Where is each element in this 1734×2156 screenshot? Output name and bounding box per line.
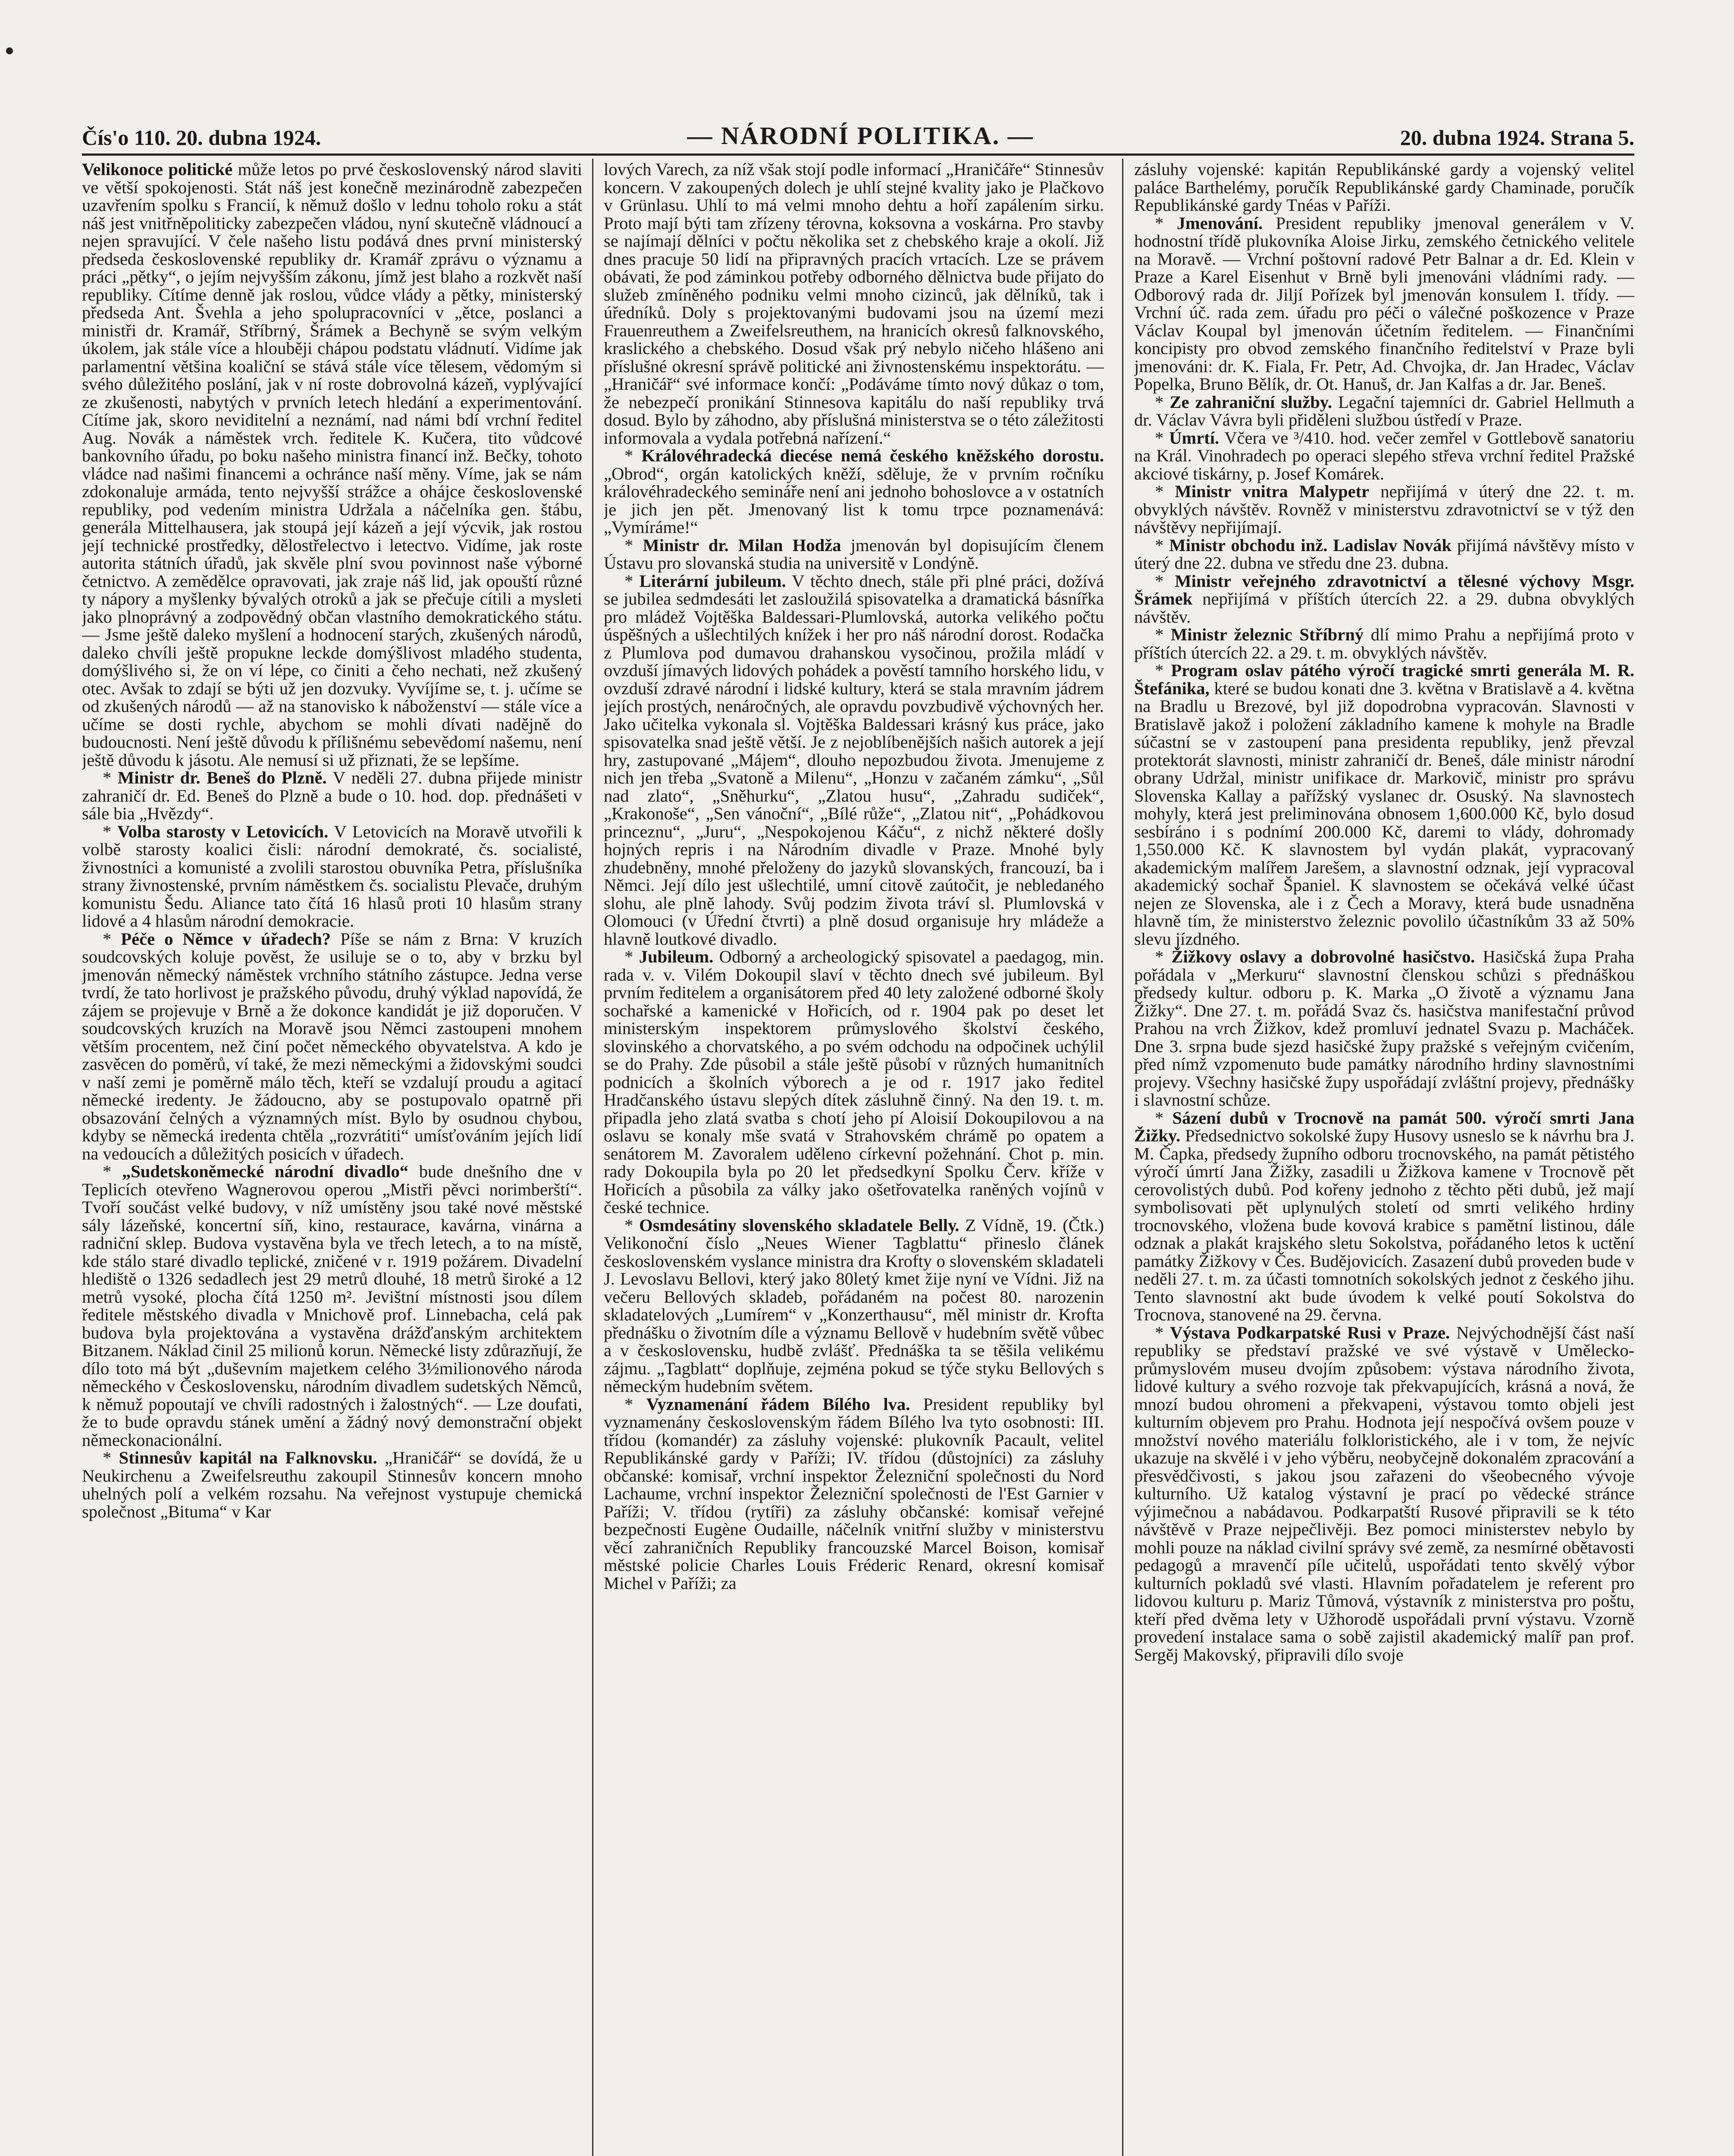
article bbox=[604, 447, 1104, 536]
article bbox=[82, 160, 582, 769]
article-heading: Stinnesův kapitál na Falknovsku. bbox=[119, 1448, 377, 1467]
article bbox=[1134, 160, 1634, 214]
article-bullet: * bbox=[1155, 571, 1175, 591]
article-text: nepřijímá v úterý dne 22. t. m. obvyklých návštěv. Rovněž v ministerstvu zdravotnictví se v týž den návštěvy nepřijímají. bbox=[1134, 482, 1634, 537]
article-heading: Žižkovy oslavy a dobrovolné hasičstvo. bbox=[1171, 947, 1475, 966]
article bbox=[604, 160, 1104, 447]
article-text: lových Varech, za níž však stojí podle informací „Hraničáře“ Stinnesův koncern. V zakoupených dolech je uhlí stejné kvality jako je Plačkovo v Grünlasu. Uhlí to má velmi mnoho dehtu a hoří zapálením sirku. Proto mají býti tam zřízeny térovna, koksovna a voskárna. Pro stavby se najímají dělníci v počtu několika set z chebského kraje a okolí. Již dnes pracuje 50 lidí na připravných pracích vrtacích. Lze se právem obávati, že pod záminkou potřeby odborného dělnictva bude přijato do služeb zmíněného podniku velmi mnoho cizinců, jak dělníků, tak i úředníků. Doly s projektovanými budovami jsou na území mezi Frauenreuthem a Zweifelsreuthem, na hranicích okresů falknovského, kraslického a chebského. Dosud však prý nebylo ničeho hlášeno ani příslušné okresní správě politické ani živnostenskému inspektorátu. — „Hraničář“ své informace končí: „Podáváme tímto nový důkaz o tom, že nebezpečí pronikání Stinnesova kapitálu do naší republiky trvá dosud. Bylo by záhodno, aby příslušná ministerstva se o této záležitosti informovala a vydala potřebná nařízení.“ bbox=[604, 160, 1104, 448]
article bbox=[82, 1449, 582, 1520]
article-text: Píše se nám z Brna: V kruzích soudcovských koluje pověst, že usiluje se o to, aby v brzku byl jmenován německý náměstek vrchního státního zástupce. Jedna verse tvrdí, že tato horlivost je pražského původu, druhý výklad napovídá, že zájem se projevuje v Brně a že dokonce kandidát je již doporučen. V soudcovských kruzích na Moravě jsou Němci zastoupeni mnohem větším procentem, než činí počet německého obyvatelstva. A kdo je zasvěcen do poměrů, ví také, že mezi německými a židovskými soudci v naší zemi je poměrně málo těch, kteří se vzdalují proudu a agitací německé iredenty. Je žádoucno, aby se postupovalo opatrně při obsazování čelných a významných míst. Bylo by osudnou chybou, kdyby se německá iredenta chtěla „rozvrátiti“ umísťováním jejích lidí na vedoucích a důležitých posicích v úřadech. bbox=[82, 929, 582, 1163]
article-heading: Osmdesátiny slovenského skladatele Bellу. bbox=[639, 1215, 960, 1235]
article-text: přijímá návštěvy místo v úterý dne 22. dubna ve středu dne 23. dubna. bbox=[1134, 535, 1634, 573]
article-text: „Obrod“, orgán katolických kněží, sděluje, že v prvním ročníku královéhradeckého semináře není ani jednoho bohoslovce a v ostatních je jich jen pět. Jmenovaný list k tomu trpce poznamenává: „Vymíráme!“ bbox=[604, 464, 1104, 537]
article-bullet: * bbox=[1155, 392, 1170, 412]
article bbox=[1134, 572, 1634, 626]
article bbox=[1134, 536, 1634, 572]
article-text: které se budou konati dne 3. května v Bratislavě a 4. května na Bradlu u Brezové, byl již dopodrobna vypracován. Slavnosti v Bratislavě jakož i položení základního kamene k mohyle na Bradle súčastní se v zastoupení pana presidenta republiky, jenž převzal protektorát slavnosti, ministr zahraničí dr. Beneš, dále ministr národní obrany Udržal, ministr unifikace dr. Markovič, ministr pro správu Slovenska Kallay a pařížský vyslanec dr. Osuský. Na slavnostech mohyly, která jest preliminována obnosem 1,600.000 Kč, bylo dosud sesbíráno i s podnímí 200.000 Kč, daremi to vlády, dohromady 1,550.000 Kč. K slavnostem byl vydán plakát, vypracovaný akademickým malířem Jarešem, a slavnostní odznak, její vypracoval akademický sochař Španiel. K slavnostem se očekává velké účast nejen ze Slovenska, ale i z Čech a Moravy, která bude usnadněna hlavně tím, že ministerstvo železnic povolilo účastníkům 33 až 50% slevu jízdného. bbox=[1134, 678, 1634, 949]
article bbox=[82, 823, 582, 930]
article bbox=[1134, 393, 1634, 429]
article bbox=[82, 1163, 582, 1449]
article-bullet: * bbox=[1155, 1322, 1170, 1342]
article bbox=[1134, 483, 1634, 536]
article-bullet: * bbox=[1155, 1108, 1173, 1128]
article bbox=[1134, 948, 1634, 1109]
article-text: V neděli 27. dubna přijede ministr zahraničí dr. Ed. Beneš do Plzně a bude o 10. hod. dop. přednášeti v sále bia „Hvězdy“. bbox=[82, 768, 582, 823]
article-bullet: * bbox=[1155, 661, 1171, 680]
article-heading: Péče o Němce v úřadech? bbox=[121, 929, 331, 949]
article-heading: Ministr dr. Beneš do Plzně. bbox=[117, 768, 327, 787]
article bbox=[604, 1216, 1104, 1395]
article-heading: Vyznamenání řádem Bílého lva. bbox=[646, 1394, 910, 1414]
article-heading: Jmenování. bbox=[1176, 213, 1263, 233]
article-heading: Volba starosty v Letovicích. bbox=[117, 821, 329, 841]
article bbox=[1134, 1324, 1634, 1664]
article-bullet: * bbox=[624, 1394, 646, 1414]
article-bullet: * bbox=[103, 1448, 119, 1467]
article-text: Předsednictvo sokolské župy Husovy usneslo se k návrhu bra J. M. Čapka, předsedy župního odboru trocnovského, na památ pětistého výročí úmrtí Jana Žižky, zasadili u Žižkova kamene v Trocnově pět cerovolistých dubů. Pod kořeny jednoho z těchto pěti dubů, jež mají symbolisovati pět uplynulých století od smrti velikého hrdiny trocnovského, vložena bude kovová krabice s pamětní listinou, dále odznak a plakát krajského sletu Sokolstva, pořádaného letos k uctění památky Žižkovy v Čes. Budějovicích. Zasazení dubů proveden bude v neděli 27. t. m. za účasti tomnotních sokolských jednot z českého jihu. Tento slavnostní akt bude úvodem k velké poutí Sokolstva do Trocnova, stanovené na 29. června. bbox=[1134, 1126, 1634, 1324]
article-heading: Ministr vnitra Malypetr bbox=[1175, 482, 1370, 501]
page-header bbox=[82, 116, 1634, 150]
article-bullet: * bbox=[103, 821, 118, 841]
article-bullet: * bbox=[624, 571, 640, 591]
article-bullet: * bbox=[624, 1215, 640, 1235]
article-heading: Velikonoce politické bbox=[82, 160, 233, 179]
article-heading: Literární jubileum. bbox=[639, 571, 786, 591]
article-bullet: * bbox=[1155, 535, 1170, 555]
column-divider bbox=[1122, 159, 1123, 2156]
article-text: V Letovicích na Moravě utvořili k volbě starosty koalici čisli: národní demokraté, čs. socialisté, živnostníci a komunisté a zvolili starostou obuvníka Petra, příslušníka strany živnostenské, prvním náměstkem čs. socialistu Plevače, druhým komunistu Šedu. Aliance tato čítá 16 hlasů proti 10 hlasům strany lidové a 4 hlasům národní demokracie. bbox=[82, 821, 582, 931]
article-text: Včera ve ³/410. hod. večer zemřel v Gottlebově sanatoriu na Král. Vinohradech po operaci slepého střeva vrchní ředitel Pražské akciové tiskárny, p. Josef Komárek. bbox=[1134, 428, 1634, 483]
article-bullet: * bbox=[1155, 428, 1170, 448]
newspaper-title: — NÁRODNÍ POLITIKA. — bbox=[687, 122, 1034, 150]
article-bullet: * bbox=[1155, 947, 1172, 966]
article-heading: Úmrtí. bbox=[1169, 428, 1220, 448]
article-bullet: * bbox=[624, 535, 643, 555]
column-divider bbox=[592, 159, 593, 2156]
article-bullet: * bbox=[103, 929, 121, 949]
article-text: „Hraničář“ se dovídá, že u Neukirchenu a Zweifelsreuthu zakoupil Stinnesův koncern mnoho uhelných polí a velkém rozsahu. Na veřejnost vystupuje chemická společnost „Bituma“ v Kar bbox=[82, 1448, 582, 1521]
article-bullet: * bbox=[103, 768, 118, 787]
article-bullet: * bbox=[1155, 213, 1177, 233]
article-heading: Královéhradecká diecése nemá českého kněžského dorostu. bbox=[641, 446, 1104, 465]
article bbox=[604, 572, 1104, 948]
article bbox=[1134, 1109, 1634, 1324]
article-text: zásluhy vojenské: kapitán Republikánské gardy a vojenský velitel paláce Barthelémy, poručík Republikánské gardy Chaminade, poručík Republikánské gardy Tnéas v Paříži. bbox=[1134, 160, 1634, 215]
article-text: dlí mimo Prahu a nepřijímá proto v příštích útercích 22. a 29. t. m. obvyklých návštěv. bbox=[1134, 625, 1634, 662]
article-text: President republiky jmenoval generálem v V. hodnostní třídě plukovníka Aloise Jirku, zemského četnického velitele na Moravě. — Vrchní poštovní radové Petr Balnar a dr. Ed. Klein v Praze a Karel Eisenhut v Brně byli jmenováni vládními rady. — Odborový rada dr. Jiljí Pořízek byl jmenován konsulem I. třídy. — Vrchní úč. rada zem. úřadu pro péči o válečné poškozence v Praze Václav Koupal byl jmenován účetním ředitelem. — Finančními koncipisty pro obvod zemského finančního ředitelství v Praze byli jmenováni: dr. K. Fiala, Fr. Petr, Ad. Chvojka, dr. Jan Hradec, Václav Popelka, Bruno Bělík, dr. Ot. Hanuš, dr. Jan Kalfas a dr. Jar. Beneš. bbox=[1134, 213, 1634, 394]
article bbox=[1134, 626, 1634, 661]
article bbox=[1134, 429, 1634, 483]
issue-info-left: Čís'o 110. 20. dubna 1924. bbox=[82, 125, 321, 150]
article-heading: Ministr železnic Stříbrný bbox=[1170, 625, 1364, 644]
article-text: Legační tajemníci dr. Gabriel Hellmuth a dr. Václav Vávra byli přiděleni službou ústředí v Praze. bbox=[1134, 392, 1634, 429]
article-text: President republiky byl vyznamenány československým řádem Bílého lva tyto osobnosti: III. třídou (komandér) za zásluhy vojenské: plukovník Pacault, velitel Republikánské gardy v Paříži; IV. třídou (důstojníci) za zásluhy občanské: komisař, vrchní inspektor Železniční společnosti du Nord Lachaume, vrchní inspektor Železniční společnosti de l'Est Garnier v Paříži; V. třídou (rytíři) za zásluhy občanské: komisař veřejné bezpečnosti Eugène Oudaille, náčelník vnitřní služby v ministerstvu věcí zahraničních Republiky francouzské Marcel Boison, komisař městské policie Charles Louis Fréderic Renard, okresní komisař Michel v Paříži; za bbox=[604, 1394, 1104, 1593]
article bbox=[82, 769, 582, 823]
article bbox=[604, 536, 1104, 572]
column-1 bbox=[82, 160, 582, 2156]
article-heading: Ministr veřejného zdravotnictví a tělesné výchovy Msgr. Šrámek bbox=[1134, 571, 1634, 608]
column-3 bbox=[1134, 160, 1634, 2156]
article-bullet: * bbox=[624, 446, 642, 465]
article-heading: Ministr obchodu inž. Ladislav Novák bbox=[1169, 535, 1452, 555]
article-text: nepřijímá v příštích útercích 22. a 29. dubna obvyklých návštěv. bbox=[1134, 589, 1634, 627]
article-text: Hasičská župa Praha pořádala v „Merkuru“ slavnostní členskou schůzi s přednáškou předsedy kultur. odboru p. K. Marka „O životě a významu Jana Žižky“. Dne 27. t. m. pořádá Svaz čs. hasičstva manifestační průvod Prahou na vrch Žižkov, kdež promluví jednatel Svazu p. Macháček. Dne 3. srpna bude sjezd hasičské župy pražské s veřejným cvičením, před nímž vzpomenuto bude památky národního hrdiny slavnostními projevy. Všechny hasičské župy uspořádají zvláštní projevy, přednášky i slavnostní schůze. bbox=[1134, 947, 1634, 1109]
article-bullet: * bbox=[103, 1162, 122, 1181]
article-heading: Program oslav pátého výročí tragické smrti generála M. R. Štefánika, bbox=[1134, 661, 1634, 698]
column-2 bbox=[604, 160, 1104, 2156]
article-text: bude dnešního dne v Teplicích otevřeno Wagnerovou operou „Mistři pěvci norimberští“. Tvoří součást velké budovy, v níž umístěny jsou také nové městské sály lázeňské, koncertní síň, kino, restaurace, kavárna, vinárna a radniční sklep. Budova vystavěna byla ve třech letech, a to na místě, kde stálo staré divadlo teplické, zničené v r. 1919 požárem. Divadelní hlediště o 1326 sedadlech jest 29 metrů dlouhé, 18 metrů široké a 12 metrů vysoké, plocha čítá 1250 m². Jevištní místnosti jsou dílem ředitele městského divadla v Mnichově prof. Linnebacha, celá pak budova byla projektována a vystavěna drážďanským architektem Bitzanem. Náklad činil 25 milionů korun. Německé listy zdůrazňují, že dílo toto má být „duševním majetkem celého 3½milionového národa německého v Československu, národním divadlem sudetských Němců, k němuž popoutají ve chvíli radostných i žalostných“. — Lze doufati, že to bude opravdu stánek umění a žádný nový demonstrační objekt německonacionální. bbox=[82, 1162, 582, 1450]
article-text: může letos po prvé československý národ slaviti ve větší spokojenosti. Stát náš jest konečně mezinárodně zabezpečen uzavřením spolku s Francií, k němuž došlo v lednu toholo roku a stát náš jest vnitřněpoliticky zabezpečen vládou, nyní skutečně vládnoucí a nejen spravující. V čele našeho listu podává dnes první ministerský předseda československé republiky dr. Kramář zprávu o významu a práci „pětky“, o jejím nejvyšším zákonu, jímž jest blaho a rozkvět naší republiky. Cítíme denně jak roslou, vůdce vlády a pětky, ministerský předseda Ant. Švehla a jeho spolupracovníci v „ětce, poslanci a ministři dr. Kramář, Stříbrný, Šrámek a Bechyně se svým velkým úkolem, jak stále více a hlouběji chápou podstatu vládnutí. Vidíme jak parlamentní většina koaliční se stává stále více tělesem, vědomým si svého důležitého poslání, jak v ní roste dobrovolná kázeň, vyplývající ze zkušenosti, nabytých v prvních letech hledání a experimentování. Cítíme jak, skoro neviditelní a neznámí, nad námi bdí vrchní ředitel Aug. Novák a náměstek vrch. ředitele K. Kučera, tito vůdcové bankovního úřadu, po boku našeho ministra financí inž. Bečky, tohoto vládce nad našimi financemi a ochránce naší měny. Víme, jak se nám zdokonaluje armáda, tento nejvyšší strážce a ohájce československé republiky, pod vedením ministra Udržala a náčelníka gen. štábu, generála Mittelhausera, jak stoupá její kázeň a její výcvik, jak rostou její technické prostředky, dělostřelectvo i letectvo. Vidíme, jak roste autorita státních úřadů, jak skvěle plní svou povinnost naše výborné četnictvo. A zemědělce opravovati, jak zraje náš lid, jak opouští různé ty nápory a myšlenky bývalých otroků a jak se přečuje cítili a mysleti jako plnoprávný a zodpovědný občan vlastního demokratického státu. — Jsme ještě daleko myšlení a hodnocení starých, zkušených národů, daleko chvíli ještě propukne leckde domýšlivost mladého studenta, domýšlivého si, že on ví lépe, co činiti a čeho nechati, než zkušený otec. Avšak to zdají se býti už jen dozvuky. Vyvíjíme se, t. j. učíme se od zkušených národů — až na stanovisko k náboženství — stále více a učíme se dosti rychle, abychom se mohli dívati nadějně do budoucnosti. Není ještě důvodu k přílišnému sebevědomí našemu, není ještě důvodu k jásotu. Ale nemusí si už přiznati, že se lepšíme. bbox=[82, 160, 582, 770]
article bbox=[82, 930, 582, 1163]
article-bullet: * bbox=[1155, 625, 1171, 644]
scan-speck bbox=[6, 47, 13, 54]
article-heading: Jubileum. bbox=[639, 947, 714, 966]
article-heading: Ministr dr. Milan Hodža bbox=[643, 535, 841, 555]
article bbox=[1134, 661, 1634, 948]
article-text: Nejvýchodnější část naší republiky se představí pražské ve své výstavě v Umělecko-průmyslovém museu dvojím způsobem: výstava národního života, lidové kultury a svého rozvoje tak překvapujících, krásná a nová, že mnozí budou ohromeni a překvapeni, výstavou tomto objeli jest kulturním objevem pro Prahu. Hodnota její nespočívá ovšem pouze v množství nového materiálu folkloristického, ale i v tom, že nejvíc ukazuje na skvělé i v jeho výběru, neobyčejně dokonalém zpracování a přesvědčivosti, s jakou jsou zařazeni do všeobecného vývoje kulturního. Už katalog výstavní je prací po vědecké stránce výjimečnou a nabádavou. Podkarpatští Rusové připravili se k této návštěvě v Praze nejpečlivěji. Bez pomoci ministerstev nebylo by mohli pouze na náklad civilní správy své země, za nesmírné obětavosti pedagogů a mravenčí píle učitelů, uspořádati tento skvělý výbor kulturních pokladů své vlasti. Hlavním pořadatelem je referent pro lidovou kulturu p. Mariz Tůmová, výstavník z ministerstva pro poštu, kteří před dvěma lety v Užhorodě uspořádali první výstavu. Vzorně provedení instalace sama o sobě zajistil akademický malíř pan prof. Sergěj Makovský, připravili dílo svoje bbox=[1134, 1322, 1634, 1664]
header-rule bbox=[82, 154, 1634, 156]
article-heading: „Sudetskoněmecké národní divadlo“ bbox=[122, 1162, 409, 1181]
article bbox=[1134, 214, 1634, 393]
article-bullet: * bbox=[624, 947, 639, 966]
article-heading: Sázení dubů v Trocnově na památ 500. výročí smrti Jana Žižky. bbox=[1134, 1108, 1634, 1145]
article-bullet: * bbox=[1155, 482, 1175, 501]
article-text: V těchto dnech, stále při plné práci, dožívá se jubilea sedmdesáti let zasloužilá spisovatelka a dramatická básnířka pro mládež Vojtěška Baldessari-Plumlovská, autorka velikého počtu úspěšných a ušlechtilých knížek i her pro náš národní dorost. Rodačka z Plumlova pod dumavou drahanskou vysočinou, prožila mládí v ovzduší jímavých lidových pohádek a pověstí tamního horského lidu, v ovzduší zdravé národní i lidské kultury, která se stala mravním jádrem jejích prostých, nenáročných, ale opravdu povzbudivě výchovných her. Jako učitelka vykonala sl. Vojtěška Baldessari krásný kus práce, jako spisovatelka snad ještě větší. Je z nejoblíbenějších našich autorek a její hry, zastupované „Májem“, dlouho nepozbudou života. Jmenujeme z nich jen třeba „Svatoně a Milenu“, „Honzu v začaném zámku“, „Sůl nad zlato“, „Sněhurku“, „Zlatou husu“, „Zahradu sudiček“, „Krakonoše“, „Sen vánoční“, „Bílé růže“, „Zlatou nit“, „Pohádkovou princeznu“, „Juru“, „Nespokojenou Káču“, z nichž některé došly hojných repris i na Národním divadle v Praze. Mnohé byly zhudebněny, mnohé přeloženy do jazyků slovanských, francouzí, ba i Němci. Její dílo jest ušlechtilé, umní citově zaútočit, je nebledaného slohu, ale plně lahody. Svůj podzim života tráví sl. Plumlovská v Olomouci (v Úřední čtvrti) a plně dosud organisuje hry mládeže a hlavně loutkové divadlo. bbox=[604, 571, 1104, 949]
article-text: Z Vídně, 19. (Čtk.) Velikonoční číslo „Neues Wiener Tagblattu“ přineslo článek československém vyslance ministra dra Krofty o slovenském skladateli J. Levoslavu Bellovi, který jako 80letý kmet žije nyní ve Vídni. Již na večeru Bellových skladeb, pořádaném na počest 80. narozenin skladatelových „Lumírem“ v „Konzerthausu“, měl ministr dr. Krofta přednášku o životním díle a významu Bellově v hudebním světě vůbec a v československu, hudbě zvlášť. Přednáška ta se těšila velikému zájmu. „Tagblatt“ doplňuje, zejména pokud se týče styku Bellových s německým hudebním světem. bbox=[604, 1215, 1104, 1396]
article bbox=[604, 1395, 1104, 1592]
article-text: Odborný a archeologický spisovatel a paedagog, min. rada v. v. Vilém Dokoupil slaví v těchto dnech své jubileum. Byl prvním ředitelem a organisátorem před 40 lety založené odborné školy sochařské a kamenické v Hořicích, od r. 1904 pak po deset let ministerským inspektorem průmyslového školství českého, slovinského a chorvatského, a po svém odchodu na odpočinek uchýlil se do Prahy. Zde působil a stále ještě působí v různých humanitních podnicích a školních výborech a je od r. 1917 jako ředitel Hradčanského ústavu slepých dítek zásluhně činný. Na den 19. t. m. připadla jeho zlatá svatba s chotí jeho pí Aloisií Dokoupilovou a na oslavu se konaly mše svatá v Strahovském chrámě po opatem a senátorem M. Zavoralem uděleno církevní požehnání. Chot p. min. rady Dokoupila byla po 20 let předsedkyní Spolku Červ. kříže v Hořicích a působila za války jako ošetřovatelka raněných vojínů v české technice. bbox=[604, 947, 1104, 1217]
article bbox=[604, 948, 1104, 1216]
article-heading: Výstava Podkarpatské Rusi v Praze. bbox=[1170, 1322, 1450, 1342]
date-page-right: 20. dubna 1924. Strana 5. bbox=[1400, 125, 1634, 150]
article-text: jmenován byl dopisujícím členem Ústavu pro slovanská studia na universitě v Londýně. bbox=[604, 535, 1104, 573]
article-heading: Ze zahraniční služby. bbox=[1170, 392, 1332, 412]
